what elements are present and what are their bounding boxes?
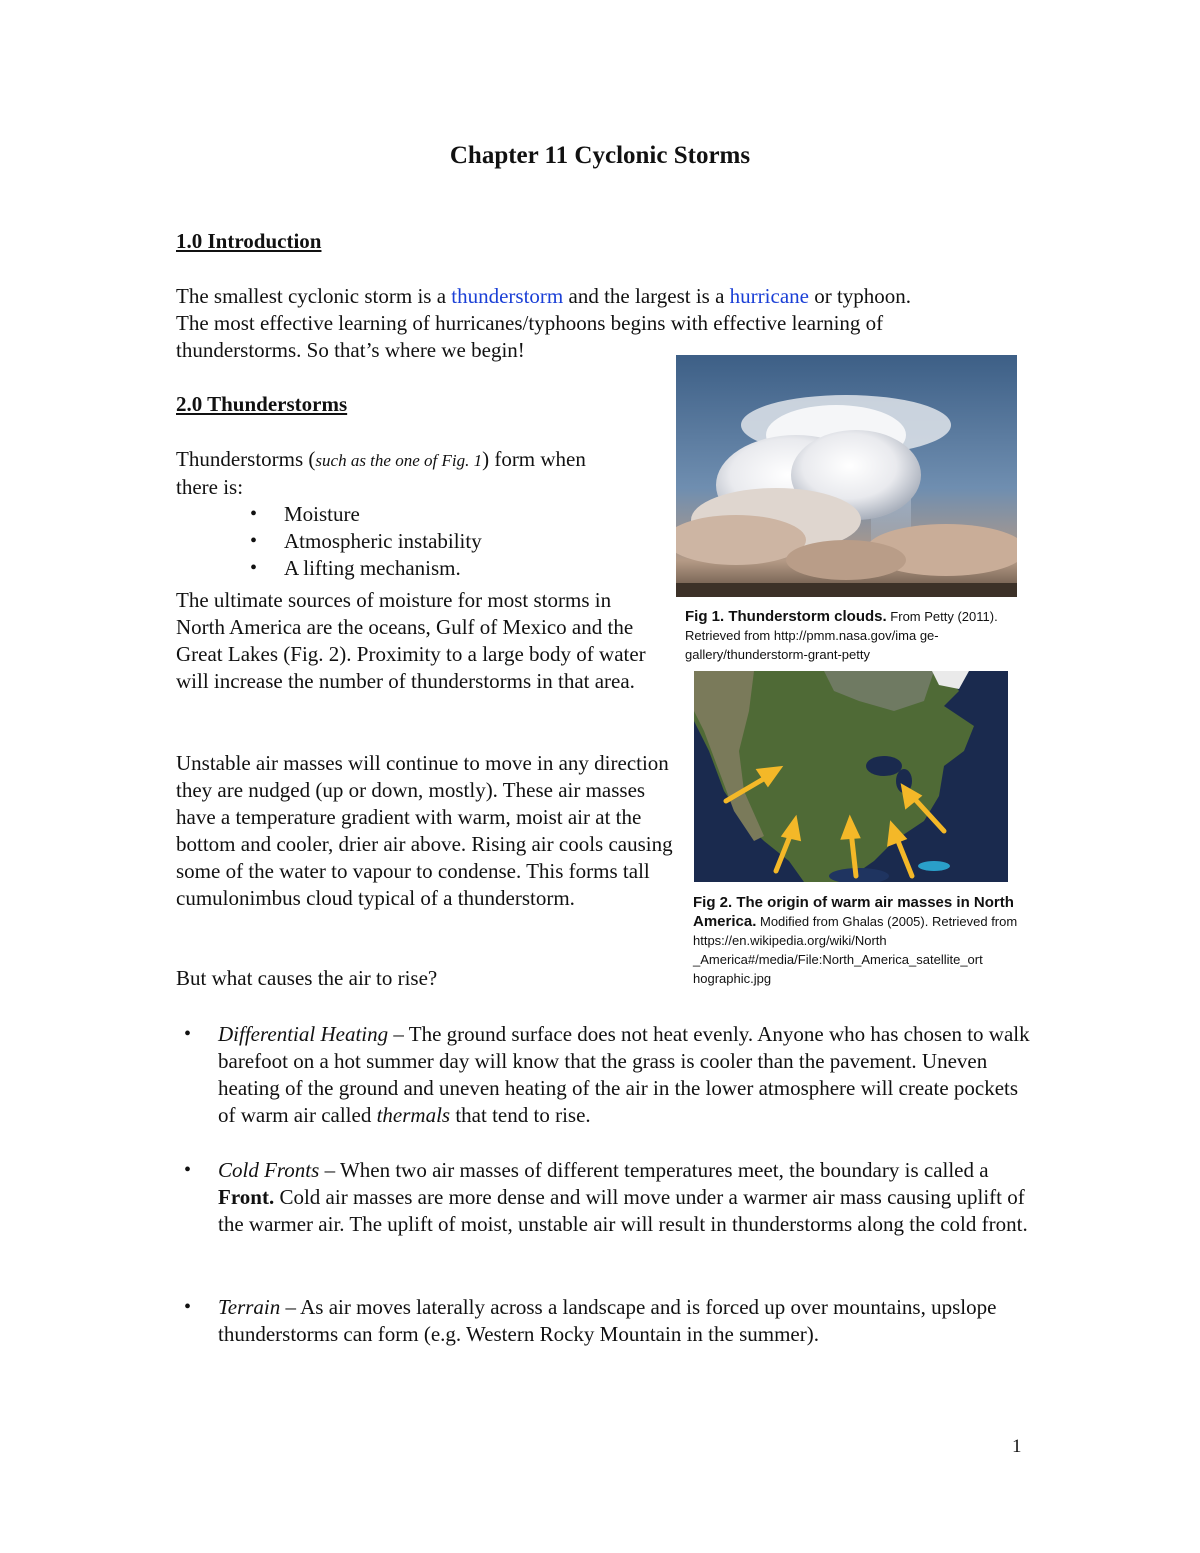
intro-text-b: and the largest is a	[563, 284, 730, 308]
thunderstorms-heading: 2.0 Thunderstorms	[176, 392, 348, 416]
mechanism-term: Cold Fronts	[218, 1158, 320, 1182]
lead-text-b: ) form when	[482, 447, 586, 471]
page-title: Chapter 11 Cyclonic Storms	[449, 142, 751, 169]
thunderstorm-cloud-image	[676, 355, 1017, 597]
figure-1-caption	[685, 607, 1025, 664]
list-item	[218, 1021, 1038, 1129]
figure-1-caption-title: Fig 1. Thunderstorm clouds.	[685, 608, 887, 625]
lead-text-a: Thunderstorms (	[176, 447, 316, 471]
list-item: • Moisture	[284, 501, 482, 528]
mechanism-term: Terrain	[218, 1295, 281, 1319]
mechanism-text-end: that tend to rise.	[450, 1103, 591, 1127]
mechanism-text-end: Cold air masses are more dense and will move under a warmer air mass causing uplift of the warmer air. The uplift of moist, unstable air will result in thunderstorms along the cold front.	[218, 1185, 1028, 1236]
conditions-list	[284, 501, 482, 582]
mechanism-term: Differential Heating	[218, 1022, 389, 1046]
intro-text-c: or typhoon.	[808, 284, 912, 308]
north-america-map	[694, 671, 1008, 882]
north-america-map-image	[694, 671, 1008, 882]
question-text: But what causes the air to rise?	[176, 966, 438, 990]
list-item	[218, 1294, 1038, 1348]
cloud-illustration	[676, 355, 1017, 597]
intro-line-2: The most effective learning of hurricanes/typhoons begins with effective learning of	[176, 311, 884, 335]
moisture-paragraph: The ultimate sources of moisture for most storms in North America are the oceans, Gulf of Mexico and the Great Lakes (Fig. 2). Proximity to a large body of water will increase the number of thunderstorms in that area.	[176, 588, 646, 693]
unstable-air-paragraph: Unstable air masses will continue to move in any direction they are nudged (up or down, mostly). These air masses have a temperature gradient with warm, moist air at the bottom and cooler, drier air above. Rising air cools causing some of the water to vapour to condense. This forms tall cumulonimbus cloud typical of a thunderstorm.	[176, 751, 673, 910]
list-item: • Atmospheric instability	[284, 528, 482, 555]
list-item	[218, 1157, 1038, 1238]
intro-line-3: thunderstorms. So that’s where we begin!	[176, 338, 525, 362]
mechanism-text: – The ground surface does not heat evenly. Anyone who has chosen to walk barefoot on a hot summer day will know that the grass is cooler than the pavement. Uneven heating of the ground and uneven heating of the air in the lower atmosphere will create pockets of warm air called	[218, 1022, 1030, 1127]
front-term: Front.	[218, 1185, 275, 1209]
thermals-term: thermals	[376, 1103, 451, 1127]
hurricane-link[interactable]: hurricane	[729, 284, 809, 308]
figure-1-caption-source: From Petty (2011). Retrieved from http://pmm.nasa.gov/ima ge-gallery/thunderstorm-grant-petty	[685, 609, 998, 662]
figure-2-caption-title: Fig 2. The origin of warm air masses in North America.	[693, 894, 1014, 930]
thunderstorm-link[interactable]: thunderstorm	[451, 284, 564, 308]
mechanism-list-1	[218, 1021, 1038, 1129]
intro-heading: 1.0 Introduction	[176, 229, 322, 253]
figure-2-caption-source: Modified from Ghalas (2005). Retrieved from https://en.wikipedia.org/wiki/North _America#/media/File:North_America_satellite_ort hographic.jpg	[693, 914, 1018, 986]
lead-text-c: there is:	[176, 475, 244, 499]
list-item: • A lifting mechanism.	[284, 555, 482, 582]
mechanism-list-3	[218, 1294, 1038, 1348]
thunderstorms-lead	[176, 446, 656, 501]
page-number: 1	[1012, 1436, 1022, 1457]
intro-paragraph	[176, 283, 1036, 364]
intro-text-a: The smallest cyclonic storm is a	[176, 284, 452, 308]
mechanism-list-2	[218, 1157, 1038, 1238]
lead-italic: such as the one of Fig. 1	[315, 451, 483, 470]
figure-2-caption	[693, 893, 1033, 988]
mechanism-text: – As air moves laterally across a landscape and is forced up over mountains, upslope thunderstorms can form (e.g. Western Rocky Mountain in the summer).	[218, 1295, 997, 1346]
mechanism-text: – When two air masses of different temperatures meet, the boundary is called a	[319, 1158, 989, 1182]
